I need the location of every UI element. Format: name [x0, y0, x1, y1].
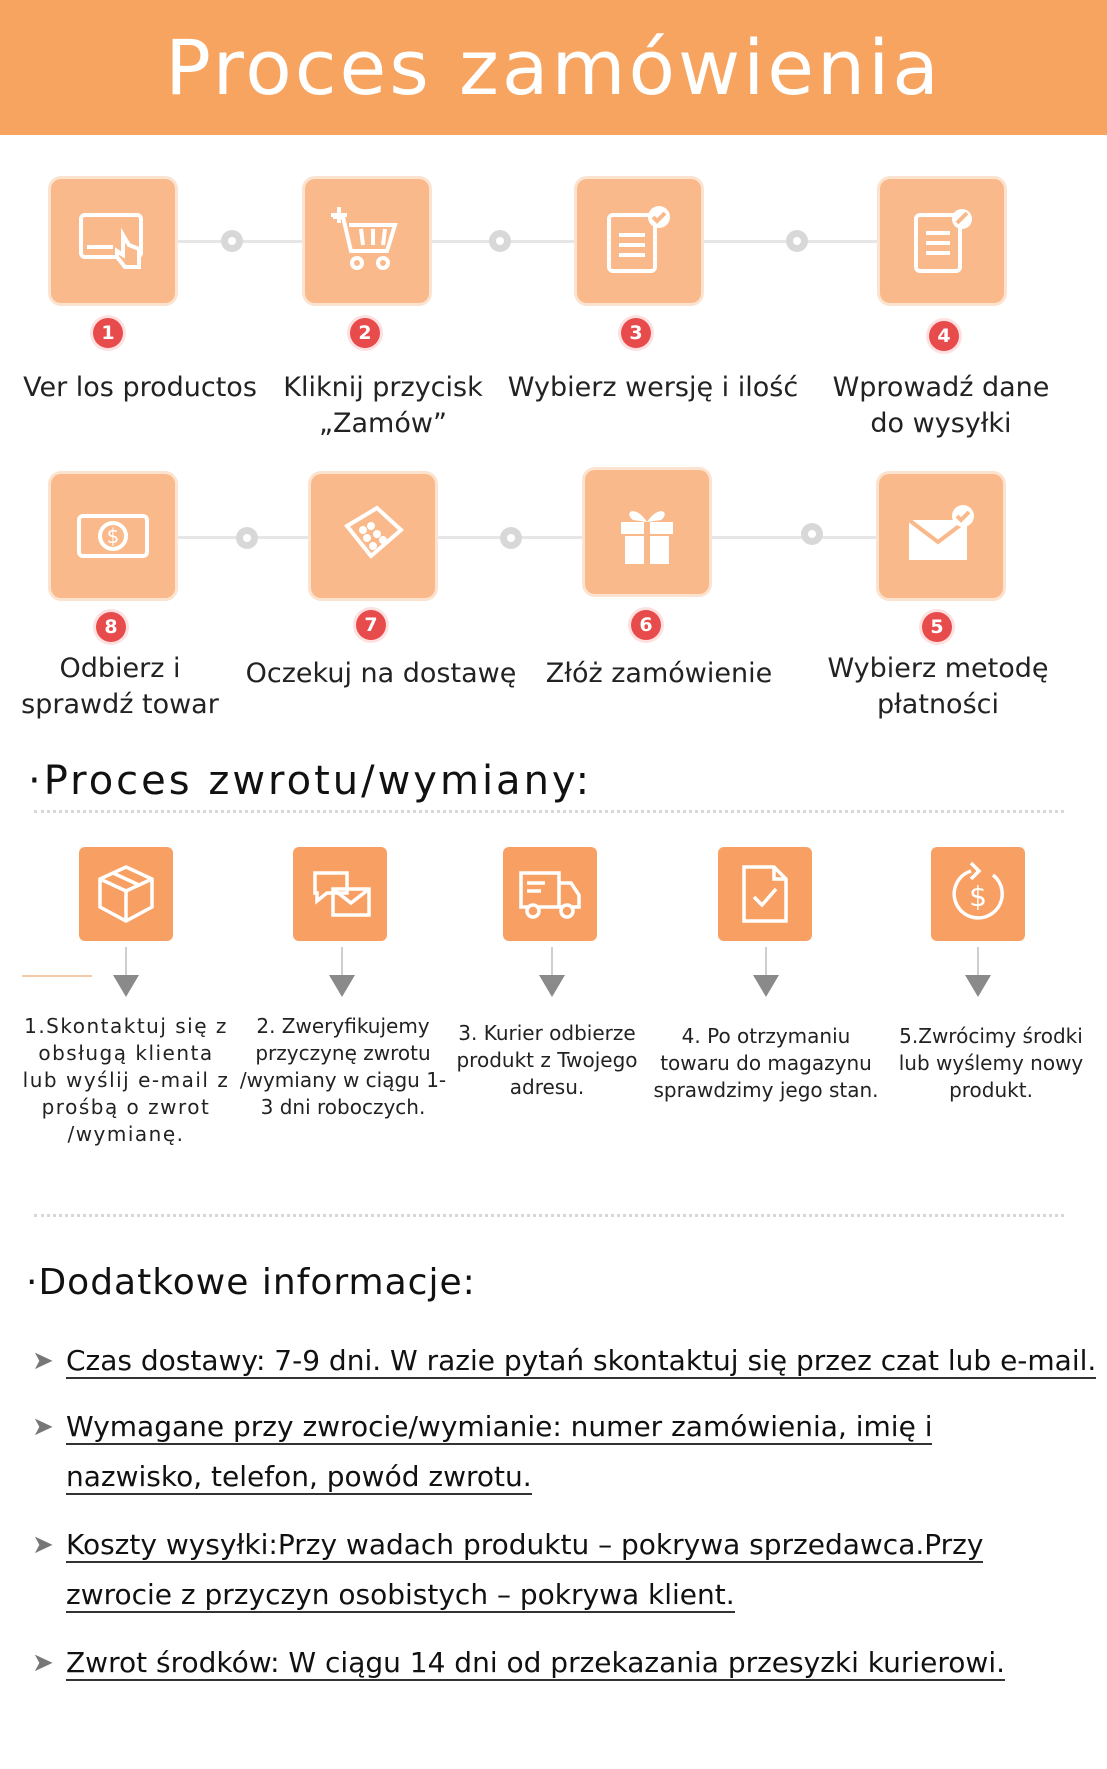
return-step-text: 5.Zwrócimy środki lub wyślemy nowy produkt.	[898, 1024, 1084, 1102]
flow-line	[341, 947, 343, 977]
page-title: Proces zamówienia	[165, 23, 942, 112]
info-section-title: ·Dodatkowe informacje:	[26, 1262, 476, 1303]
gift-icon	[585, 470, 709, 594]
step-label: Złóż zamówienie	[545, 658, 773, 689]
step-label: Oczekuj na dostawę	[245, 658, 517, 689]
info-item-text: Czas dostawy: 7-9 dni. W razie pytań skontaktuj się przez czat lub e-mail.	[66, 1344, 1097, 1377]
connector-dot	[221, 230, 243, 252]
step-number-badge: 4	[929, 321, 959, 351]
flow-line	[765, 947, 767, 977]
return-step-text: 2. Zweryfikujemy przyczynę zwrotu /wymiany w ciągu 1-3 dni roboczych.	[239, 1014, 447, 1119]
document-check-icon	[718, 847, 812, 941]
refund-icon	[931, 847, 1025, 941]
tablet-touch-icon	[51, 179, 175, 303]
connector-line-row1	[170, 240, 930, 243]
return-step-text: 4. Po otrzymaniu towaru do magazynu sprawdzimy jego stan.	[653, 1024, 879, 1102]
header-banner	[0, 0, 1107, 135]
return-section-title: ·Proces zwrotu/wymiany:	[28, 758, 593, 804]
svg-text:$: $	[969, 880, 987, 913]
arrow-bullet-icon: ➤	[32, 1346, 54, 1376]
flow-line	[125, 947, 127, 977]
step-label: Wprowadź dane do wysyłki	[832, 372, 1050, 439]
step-label: Wybierz metodę płatności	[827, 653, 1049, 720]
step-number-badge: 6	[631, 610, 661, 640]
connector-dot	[801, 523, 823, 545]
arrow-bullet-icon: ➤	[32, 1648, 54, 1678]
svg-text:$: $	[106, 524, 120, 548]
flow-line	[551, 947, 553, 977]
section-divider	[34, 1214, 1064, 1217]
return-step-text: 3. Kurier odbierze produkt z Twojego adresu.	[456, 1021, 638, 1099]
info-item-text: Wymagane przy zwrocie/wymianie: numer zamówienia, imię i nazwisko, telefon, powód zwrotu.	[66, 1410, 933, 1493]
step-label: Odbierz i sprawdź towar	[21, 653, 219, 720]
money-icon	[51, 474, 175, 598]
section-divider	[34, 810, 1064, 813]
arrow-down-icon	[113, 975, 139, 997]
cash-register-icon	[311, 474, 435, 598]
arrow-down-icon	[329, 975, 355, 997]
arrow-bullet-icon: ➤	[32, 1412, 54, 1442]
cart-icon	[305, 179, 429, 303]
info-item	[32, 1520, 1072, 1622]
connector-dot	[236, 527, 258, 549]
connector-dot	[786, 230, 808, 252]
chat-mail-icon	[293, 847, 387, 941]
step-number-badge: 3	[621, 318, 651, 348]
info-item-text: Koszty wysyłki:Przy wadach produktu – pokrywa sprzedawca.Przy zwrocie z przyczyn osobistych – pokrywa klient.	[66, 1528, 984, 1611]
arrow-down-icon	[753, 975, 779, 997]
step-number-badge: 2	[350, 318, 380, 348]
flow-line	[977, 947, 979, 977]
envelope-check-icon	[879, 474, 1003, 598]
step-number-badge: 5	[922, 612, 952, 642]
accent-line	[22, 975, 92, 977]
info-item	[32, 1638, 1102, 1690]
checklist-icon	[577, 179, 701, 303]
connector-dot	[500, 527, 522, 549]
form-edit-icon	[880, 179, 1004, 303]
arrow-bullet-icon: ➤	[32, 1530, 54, 1560]
step-number-badge: 1	[93, 318, 123, 348]
return-step-text: 1.Skontaktuj się z obsługą klienta lub wyślij e-mail z prośbą o zwrot /wymianę.	[22, 1014, 230, 1146]
step-label: Ver los productos	[23, 372, 257, 403]
step-number-badge: 8	[96, 612, 126, 642]
info-item	[32, 1402, 1072, 1504]
step-label: Wybierz wersję i ilość	[507, 372, 799, 403]
connector-dot	[489, 230, 511, 252]
arrow-down-icon	[965, 975, 991, 997]
info-item	[32, 1336, 1102, 1388]
step-label: Kliknij przycisk „Zamów”	[283, 372, 483, 439]
step-number-badge: 7	[356, 610, 386, 640]
truck-icon	[503, 847, 597, 941]
box-icon	[79, 847, 173, 941]
info-item-text: Zwrot środków: W ciągu 14 dni od przekazania przesyzki kurierowi.	[66, 1646, 1006, 1679]
arrow-down-icon	[539, 975, 565, 997]
